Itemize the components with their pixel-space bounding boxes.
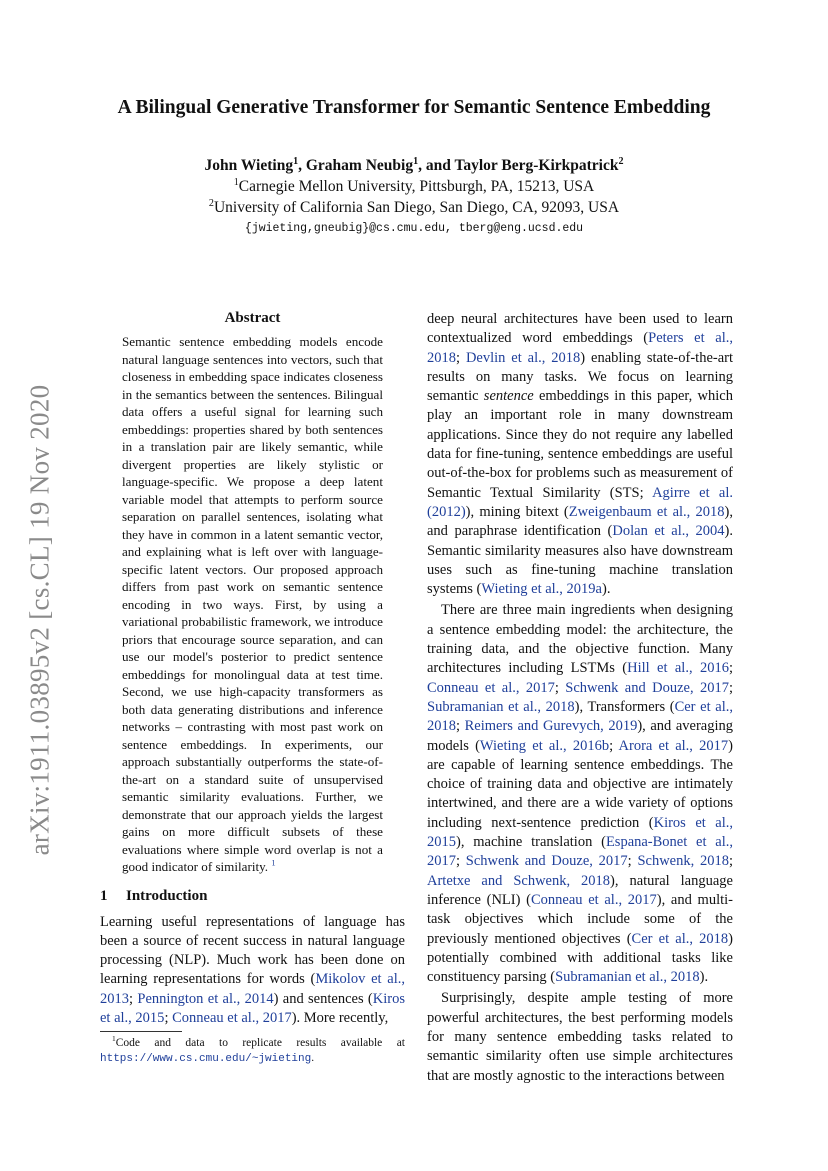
citation-link[interactable]: Kiros et al., 2015 — [100, 990, 405, 1026]
abstract-text — [122, 333, 383, 876]
citation-link[interactable]: Wieting et al., 2016b — [479, 737, 610, 754]
citation-link[interactable]: Pennington et al., 2014 — [137, 990, 274, 1007]
right-paragraph-1: deep neural architectures have been used to learn contextualized word embeddings (Peters et al., 2018; Devlin et al., 2018) enabling state-of-the-art results on many tasks. We focus on learning semantic sentence embeddings in this paper, which play an important role in many downstream applications. Since they do not require any labelled data for fine-tuning, sentence embeddings are useful out-of-the-box for problems such as measurement of Semantic Textual Similarity (STS; Agirre et al. (2012)), mining bitext (Zweigenbaum et al., 2018), and paraphrase identification (Dolan et al., 2004). Semantic similarity measures also have downstream uses such as fine-tuning machine translation systems (Wieting et al., 2019a). — [427, 311, 734, 598]
section-number: 1 — [100, 887, 108, 904]
left-column — [100, 310, 405, 1028]
citation-link[interactable]: Conneau et al., 2017 — [172, 1009, 292, 1026]
citation-link[interactable]: Schwenk and Douze, 2017 — [465, 853, 628, 870]
affiliation-text: University of California San Diego, San Diego, CA, 92093, USA — [213, 199, 620, 216]
citation-link[interactable]: Zweigenbaum et al., 2018 — [568, 503, 725, 520]
section-title: Introduction — [126, 887, 208, 904]
citation-link[interactable]: Hill et al., 2016 — [627, 660, 729, 677]
citation-link[interactable]: Subramanian et al., 2018 — [427, 698, 575, 715]
author-name: John Wieting — [204, 157, 294, 174]
footnote-url-link[interactable]: https://www.cs.cmu.edu/~jwieting — [100, 1053, 312, 1065]
citation-link[interactable]: Mikolov et al., 2013 — [100, 971, 405, 1007]
arxiv-stamp — [22, 360, 58, 880]
citation-link[interactable]: Kiros et al., 2015 — [427, 814, 733, 851]
right-paragraph-3: Surprisingly, despite ample testing of more powerful architectures, the best performing models for many sentence embedding tasks related to semantic similarity often use simple architectures that are mostly agnostic to the interactions between — [427, 990, 733, 1084]
affiliation-marker: 1 — [293, 155, 299, 167]
author-name: , Graham Neubig — [298, 157, 414, 174]
citation-link[interactable]: Schwenk and Douze, 2017 — [565, 679, 729, 696]
intro-paragraph: Learning useful representations of language has been a source of recent success in natural language processing (NLP). Much work has been done on learning representations for words (Mikolov et al., 2013; Pennington et al., 2014) and sentences (Kiros et al., 2015; Conneau et al., 2017). More recently, — [100, 913, 405, 1026]
author-block — [0, 155, 828, 239]
citation-link[interactable]: Cer et al., 2018 — [631, 930, 729, 947]
footnote: $^1$Code and data to replicate results available at https://www.cs.cmu.edu/~jwieting. — [100, 1034, 405, 1065]
citation-link[interactable]: Agirre et al. (2012) — [427, 484, 734, 520]
affiliation-1 — [0, 176, 828, 197]
right-paragraph-2: There are three main ingredients when designing a sentence embedding model: the architecture, the training data, and the objective function. Many architectures including LSTMs (Hill et al., 2016; Conneau et al., 2017; Schwenk and Douze, 2017; Subramanian et al., 2018), Transformers (Cer et al., 2018; Reimers and Gurevych, 2019), and averaging models (Wieting et al., 2016b; Arora et al., 2017) are capable of learning sentence embeddings. The choice of training data and objective are intimately intertwined, and there are a wide variety of options including next-sentence prediction (Kiros et al., 2015), machine translation (Espana-Bonet et al., 2017; Schwenk and Douze, 2017; Schwenk, 2018; Artetxe and Schwenk, 2018), natural language inference (NLI) (Conneau et al., 2017), and multi-task objectives which include some of the previously mentioned objectives (Cer et al., 2018) potentially combined with additional tasks like constituency parsing (Subramanian et al., 2018). — [427, 602, 734, 986]
citation-link[interactable]: Schwenk, 2018 — [637, 853, 729, 870]
affiliation-marker: 1 — [233, 176, 239, 188]
citation-link[interactable]: Wieting et al., 2019a — [481, 581, 602, 598]
arxiv-identifier: arXiv:1911.03895v2 [cs.CL] 19 Nov 2020 — [24, 384, 55, 856]
citation-link[interactable]: Cer et al., 2018 — [427, 698, 733, 735]
paper-title: A Bilingual Generative Transformer for Semantic Sentence Embedding — [117, 97, 711, 118]
citation-link[interactable]: Artetxe and Schwenk, 2018 — [427, 872, 611, 889]
citation-link[interactable]: Conneau et al., 2017 — [530, 891, 657, 908]
abstract-heading: Abstract — [224, 310, 281, 326]
affiliation-marker: 2 — [208, 197, 214, 209]
affiliation-text: Carnegie Mellon University, Pittsburgh, PA, 15213, USA — [238, 178, 595, 195]
citation-link[interactable]: Dolan et al., 2004 — [612, 523, 725, 540]
emphasis: sentence — [483, 388, 534, 405]
footnote-marker: 1 — [112, 1034, 116, 1044]
footnote-text: Code and data to replicate results available at — [115, 1037, 405, 1049]
citation-link[interactable]: Reimers and Gurevych, 2019 — [464, 718, 638, 735]
author-name: , and Taylor Berg-Kirkpatrick — [418, 157, 619, 174]
author-names — [0, 155, 828, 176]
affiliation-marker: 2 — [618, 155, 624, 167]
author-emails[interactable]: {jwieting,gneubig}@cs.cmu.edu, tberg@eng.ucsd.edu — [244, 222, 584, 235]
citation-link[interactable]: Conneau et al., 2017 — [427, 679, 555, 696]
affiliation-marker: 1 — [413, 155, 419, 167]
citation-link[interactable]: Devlin et al., 2018 — [465, 349, 581, 366]
section-heading-introduction — [100, 888, 405, 905]
abstract-body: Semantic sentence embedding models encode natural language sentences into vectors, such that closeness in embedding space indicates closeness in the semantics between the sentences. Bilingual data offers a useful signal for learning such embeddings: properties shared by both sentences in a translation pair are likely semantic, while divergent properties are likely stylistic or language-specific. We propose a deep latent variable model that attempts to perform source separation on parallel sentences, isolating what they have in common in a latent semantic vector, and explaining what is left over with language-specific latent vectors. Our proposed approach differs from past work on semantic sentence encoding in two ways. First, by using a variational probabilistic framework, we introduce priors that encourage source separation, and can use our model's posterior to predict sentence embeddings for monolingual data at test time. Second, we use high-capacity transformers as both data generating distributions and inference networks – contrasting with most past work on sentence embeddings. In experiments, our approach substantially outperforms the state-of-the-art on a standard suite of unsupervised semantic similarity evaluations. Further, we demonstrate that our approach yields the largest gains on more difficult subsets of these evaluations where simple word overlap is not a good indicator of similarity. — [122, 334, 383, 874]
right-column — [427, 310, 733, 1086]
affiliation-2 — [0, 197, 828, 218]
citation-link[interactable]: Subramanian et al., 2018 — [555, 969, 700, 986]
citation-link[interactable]: Espana-Bonet et al., 2017 — [427, 834, 734, 870]
footnote-link[interactable]: 1 — [271, 857, 276, 868]
citation-link[interactable]: Arora et al., 2017 — [618, 737, 729, 754]
footnote-rule — [100, 1031, 182, 1032]
citation-link[interactable]: Peters et al., 2018 — [427, 330, 733, 366]
